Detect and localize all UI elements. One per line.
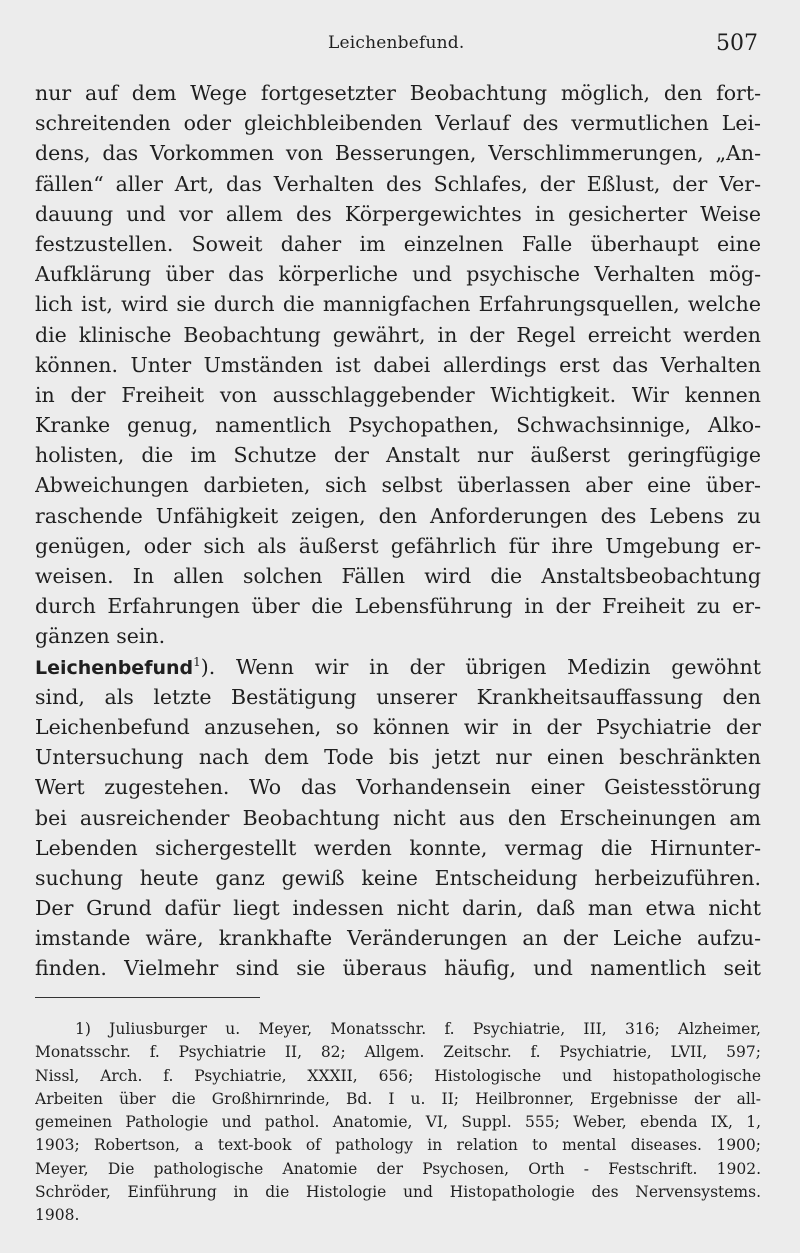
text-line: Aufklärung über das körperliche und psychische Verhalten mög- xyxy=(35,262,761,287)
text-line: holisten, die im Schutze der Anstalt nur äußerst geringfügige xyxy=(35,443,761,468)
page-number: 507 xyxy=(716,31,758,56)
text-line: Kranke genug, namentlich Psychopathen, Schwachsinnige, Alko- xyxy=(35,413,761,438)
running-head: Leichenbefund. xyxy=(328,33,465,53)
text-line: weisen. In allen solchen Fällen wird die Anstaltsbeobachtung xyxy=(35,564,761,588)
text-line: Untersuchung nach dem Tode bis jetzt nur einen beschränkten xyxy=(35,745,761,770)
footnote-reference[interactable]: 1 xyxy=(193,654,201,669)
footnote-line: Meyer, Die pathologische Anatomie der Psychosen, Orth - Festschrift. 1902. xyxy=(35,1159,761,1178)
footnotes xyxy=(35,1018,761,1228)
footnote-line: Monatsschr. f. Psychiatrie II, 82; Allgem. Zeitschr. f. Psychiatrie, LVII, 597; xyxy=(35,1043,761,1062)
footnote-line: gemeinen Pathologie und pathol. Anatomie, VI, Suppl. 555; Weber, ebenda IX, 1, xyxy=(35,1113,761,1132)
text-line: lich ist, wird sie durch die mannigfachen Erfahrungsquellen, welche xyxy=(35,292,761,317)
heading-line-text: ). Wenn wir in der übrigen Medizin gewöhnt xyxy=(200,654,761,679)
text-line: sind, als letzte Bestätigung unserer Krankheitsauffassung den xyxy=(35,684,761,709)
text-line: dens, das Vorkommen von Besserungen, Verschlimmerungen, „An- xyxy=(35,141,761,166)
text-line: die klinische Beobachtung gewährt, in der Regel erreicht werden xyxy=(35,322,761,347)
footnote-line: Arbeiten über die Großhirnrinde, Bd. I u. II; Heilbronner, Ergebnisse der all- xyxy=(35,1089,761,1108)
body-text xyxy=(35,78,761,984)
text-line: Lebenden sichergestellt werden konnte, vermag die Hirnunter- xyxy=(35,835,761,860)
text-line: Wert zugestehen. Wo das Vorhandensein einer Geistesstörung xyxy=(35,775,761,800)
text-line: festzustellen. Soweit daher im einzelnen Falle überhaupt eine xyxy=(35,231,761,256)
text-line: suchung heute ganz gewiß keine Entscheidung herbeizuführen. xyxy=(35,865,761,890)
text-line: schreitenden oder gleichbleibenden Verlauf des vermutlichen Lei- xyxy=(35,111,761,136)
text-line: in der Freiheit von ausschlaggebender Wichtigkeit. Wir kennen xyxy=(35,382,761,407)
text-line: nur auf dem Wege fortgesetzter Beobachtung möglich, den fort- xyxy=(35,81,761,105)
footnote-line: 1903; Robertson, a text-book of pathology in relation to mental diseases. 1900; xyxy=(35,1136,761,1155)
text-line: imstande wäre, krankhafte Veränderungen an der Leiche aufzu- xyxy=(35,926,761,951)
section-heading-line xyxy=(35,652,761,682)
footnote-line: Nissl, Arch. f. Psychiatrie, XXXII, 656; Histologische und histopathologische xyxy=(35,1066,761,1085)
text-line: bei ausreichender Beobachtung nicht aus den Erscheinungen am xyxy=(35,805,761,830)
section-heading: Leichenbefund xyxy=(35,656,194,679)
page-header xyxy=(0,31,800,61)
text-line: Der Grund dafür liegt indessen nicht darin, daß man etwa nicht xyxy=(35,896,761,921)
text-line: dauung und vor allem des Körpergewichtes in gesicherter Weise xyxy=(35,201,761,226)
text-line: gänzen sein. xyxy=(35,624,166,649)
footnote-line: Schröder, Einführung in die Histologie und Histopathologie des Nervensystems. xyxy=(35,1183,761,1202)
footnote-line: 1) Juliusburger u. Meyer, Monatsschr. f. Psychiatrie, III, 316; Alzheimer, xyxy=(75,1020,761,1038)
text-line: fällen“ aller Art, das Verhalten des Schlafes, der Eßlust, der Ver- xyxy=(35,171,761,196)
footnote-divider xyxy=(35,997,260,998)
text-line: Leichenbefund anzusehen, so können wir in der Psychiatrie der xyxy=(35,714,761,739)
text-line: genügen, oder sich als äußerst gefährlich für ihre Umgebung er- xyxy=(35,533,761,558)
text-line: Abweichungen darbieten, sich selbst überlassen aber eine über- xyxy=(35,473,761,498)
text-line: raschende Unfähigkeit zeigen, den Anforderungen des Lebens zu xyxy=(35,503,761,528)
footnote-line: 1908. xyxy=(35,1206,80,1225)
text-line: finden. Vielmehr sind sie überaus häufig, und namentlich seit xyxy=(35,956,761,981)
text-line: durch Erfahrungen über die Lebensführung in der Freiheit zu er- xyxy=(35,594,761,619)
text-line: können. Unter Umständen ist dabei allerdings erst das Verhalten xyxy=(35,352,761,377)
